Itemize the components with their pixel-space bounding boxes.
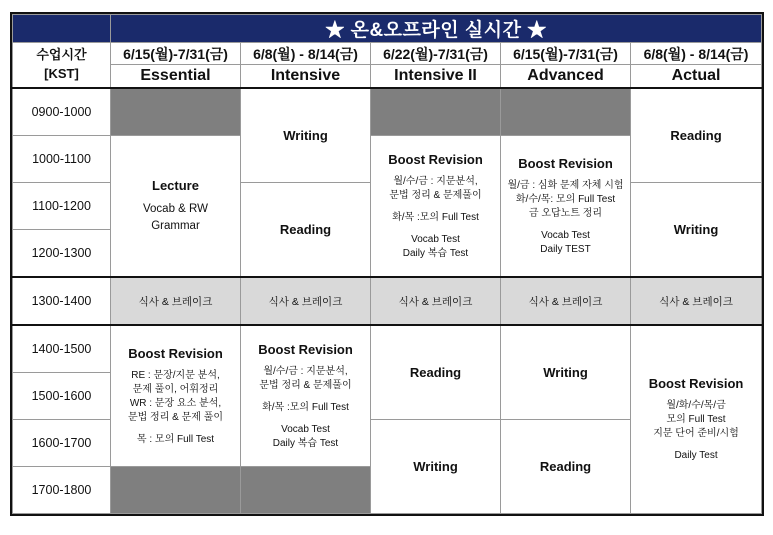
block-line: Daily 복습 Test [402,247,469,259]
banner-title: ★ 온&오프라인 실시간 ★ [325,20,547,41]
block-line: Vocab Test [411,233,460,245]
block-line: Daily 복습 Test [272,437,339,449]
block-line: 문법 정리 & 문제풀이 [259,379,352,391]
advanced-boost-block [501,136,631,278]
intensive2-dates: 6/22(월)-7/31(금) [371,43,501,65]
block-line: 금 오답노트 정리 [528,207,603,219]
time-slot: 1000-1100 [13,136,111,183]
advanced-dates: 6/15(월)-7/31(금) [501,43,631,65]
time-row-0900 [13,88,762,136]
banner-cell [111,15,762,43]
empty-slot [501,88,631,136]
time-slot: 1700-1800 [13,467,111,514]
advanced-writing-block [501,325,631,420]
block-title: Writing [673,222,719,237]
block-line: 화/목 :모의 Full Test [262,401,349,413]
block-line: 문법 정리 & 문제 풀이 [127,411,224,423]
block-line: 문법 정리 & 문제풀이 [389,189,482,201]
block-line: 목 : 모의 Full Test [136,433,215,445]
intensive-writing-block [241,88,371,183]
block-line: 월/수/금 : 지문분석, [263,365,348,377]
time-slot: 1300-1400 [13,277,111,325]
block-title: Reading [279,222,332,237]
empty-slot [111,88,241,136]
block-title: Writing [283,128,328,143]
time-row-1400 [13,325,762,373]
time-slot: 0900-1000 [13,88,111,136]
actual-course-name: Actual [631,65,762,89]
empty-slot [111,467,241,514]
time-slot: 1400-1500 [13,325,111,373]
block-title: Writing [543,365,588,380]
block-title: Boost Revision [128,345,223,361]
actual-dates: 6/8(월) - 8/14(금) [631,43,762,65]
time-slot: 1600-1700 [13,420,111,467]
actual-boost-block [631,325,762,514]
lunch-break-cell: 식사 & 브레이크 [501,277,631,325]
advanced-course-name: Advanced [501,65,631,89]
actual-reading-block [631,88,762,183]
block-line: 월/금 : 심화 문제 자체 시험 [507,179,624,191]
empty-slot [241,467,371,514]
time-header-zone: [KST] [44,66,79,81]
header-dates-row [13,43,762,65]
time-slot: 1200-1300 [13,230,111,278]
time-column-header [13,43,111,89]
block-line: Vocab & RW [143,202,208,215]
block-title: Reading [670,128,722,143]
lunch-break-cell: 식사 & 브레이크 [631,277,762,325]
essential-lecture-block [111,136,241,278]
block-title: Boost Revision [258,341,353,357]
header-names-row [13,65,762,89]
banner-corner [13,15,111,43]
block-line: 화/수/목: 모의 Full Test [515,193,616,205]
actual-writing-block [631,183,762,278]
intensive2-writing-block [371,420,501,514]
block-line: Daily TEST [540,243,591,255]
intensive-dates: 6/8(월) - 8/14(금) [241,43,371,65]
block-title: Lecture [152,177,199,193]
essential-course-name: Essential [111,65,241,89]
lunch-break-cell: 식사 & 브레이크 [111,277,241,325]
block-line: Vocab Test [541,229,590,241]
block-title: Writing [413,459,458,474]
intensive2-boost-block [371,136,501,278]
time-header-label: 수업시간 [36,47,87,63]
block-line: 문제 풀이, 어휘정리 [132,383,219,395]
schedule-table [12,14,762,514]
block-line: 지문 단어 준비/시험 [653,428,739,439]
intensive2-reading-block [371,325,501,420]
empty-slot [371,88,501,136]
block-title: Boost Revision [518,155,613,171]
block-line: WR : 문장 요소 분석, [129,397,222,409]
block-title: Reading [409,365,462,380]
banner-row [13,15,762,43]
essential-boost-block [111,325,241,467]
block-line: 모의 Full Test [666,414,726,425]
block-line: 월/수/금 : 지문분석, [393,175,478,187]
lunch-break-cell: 식사 & 브레이크 [371,277,501,325]
lunch-break-cell: 식사 & 브레이크 [241,277,371,325]
essential-dates: 6/15(월)-7/31(금) [111,43,241,65]
block-title: Boost Revision [388,151,483,167]
block-line: 월/화/수/목/금 [666,400,726,411]
intensive-course-name: Intensive [241,65,371,89]
time-slot: 1500-1600 [13,373,111,420]
block-line: Grammar [151,219,200,232]
intensive-reading-block [241,183,371,278]
intensive-boost-block [241,325,371,467]
block-title: Reading [539,459,592,474]
intensive2-course-name: Intensive II [371,65,501,89]
advanced-reading-block [501,420,631,514]
block-title: Boost Revision [648,376,744,391]
block-line: RE : 문장/지문 분석, [131,369,220,381]
block-line: Daily Test [674,450,718,461]
block-line: 화/목 :모의 Full Test [392,211,479,223]
time-row-1300 [13,277,762,325]
time-slot: 1100-1200 [13,183,111,230]
block-line: Vocab Test [281,423,330,435]
